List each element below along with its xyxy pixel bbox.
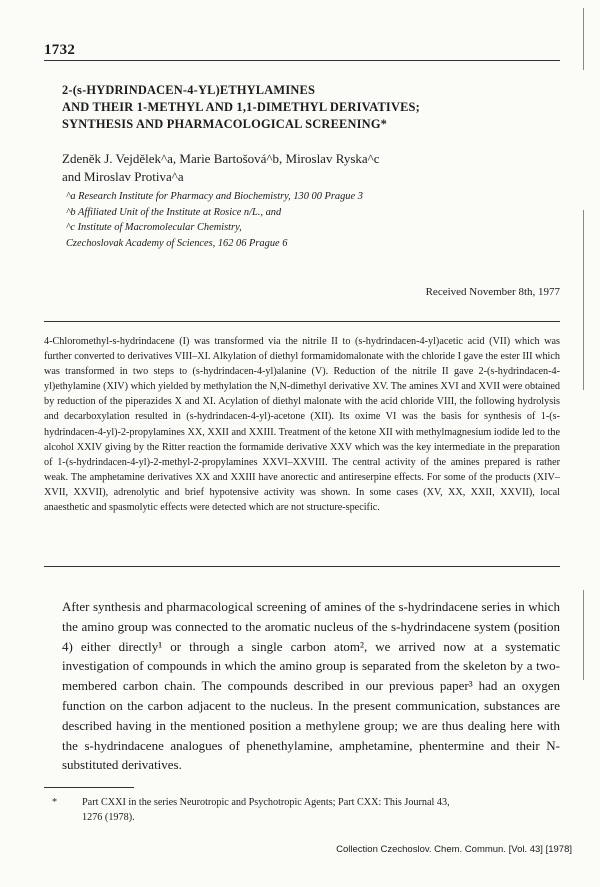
affiliation-list bbox=[66, 189, 566, 251]
author-list bbox=[62, 150, 562, 186]
footnote bbox=[44, 795, 560, 825]
abstract-top-rule bbox=[44, 321, 560, 322]
abstract-text: 4-Chloromethyl-s-hydrindacene (I) was transformed via the nitrile II to (s-hydrindacen-4-yl)acetic acid (VII) which was further converted to derivatives VIII–XI. Alkylation of diethyl formamidomalonate with the chloride I gave the ester III which was transformed in two steps to (s-hydrindacen-4-yl)alanine (V). Reduction of the nitrile II gave 2-(s-hydrindacen-4-yl)ethylamine (XIV) which yielded by methylation the N,N-dimethyl derivative XV. The amines XVI and XVII were obtained by reduction of the piperazides X and XI. Acylation of diethyl malonate with the acid chloride VIII, the following hydrolysis and decarboxylation resulted in (s-hydrindacen-4-yl)-acetone (XII). Its oxime VI was the basis for synthesis of 1-(s-hydrindacen-4-yl)-2-propylamines XX, XXII and XXIII. Treatment of the ketone XII with methylmagnesium iodide led to the alcohol XXIV giving by the Ritter reaction the formamide derivative XXV which was the key intermediate in the preparation of 1-(s-hydrindacen-4-yl)-2-methyl-2-propylamines XXVI–XXVIII. The central activity of the amines prepared is rather weak. The amphetamine derivatives XX and XXIII have anorectic and antireserpine effects. For some of the products (XIV–XVII, XXVII), adrenolytic and brief hypotensive activity was shown. In some cases (XV, XX, XXII, XXVII), local anaesthetic and spasmolytic effects were detected which are not structure-specific. bbox=[44, 336, 560, 514]
body-paragraph: After synthesis and pharmacological screening of amines of the s-hydrindacene series in which the amino group was connected to the aromatic nucleus of the s-hydrindacene system (position 4) either directly¹ or through a single carbon atom², we arrived now at a systematic investigation of compounds in which the amino group is separated from the skeleton by a two-membered carbon chain. The compounds described in our previous paper³ had an oxygen function on the carbon adjacent to the nucleus. In the present communication, substances are described having in the mentioned position a methylene group; we are thus dealing here with the s-hydrindacene analogues of phenethylamine, amphetamine, phentermine and their N-substituted derivatives. bbox=[62, 599, 560, 773]
author-line: Zdeněk J. Vejdělek^a, Marie Bartošová^b, Miroslav Ryska^c bbox=[62, 151, 380, 166]
footnote-marker: * bbox=[52, 797, 58, 808]
journal-footer: Collection Czechoslov. Chem. Commun. [Vol. 43] [1978] bbox=[336, 844, 572, 855]
header-rule bbox=[44, 60, 560, 61]
scan-edge-line bbox=[583, 8, 584, 70]
scan-edge-line bbox=[583, 210, 584, 390]
title-line: 2-(s-HYDRINDACEN-4-YL)ETHYLAMINES bbox=[62, 83, 316, 97]
footnote-text: 1276 (1978). bbox=[82, 812, 135, 823]
affiliation-line: ^b Affiliated Unit of the Institute at Rosice n/L., and bbox=[66, 206, 282, 218]
received-date: Received November 8th, 1977 bbox=[425, 286, 560, 298]
footnote-rule bbox=[44, 787, 134, 788]
affiliation-line: ^c Institute of Macromolecular Chemistry, bbox=[66, 222, 242, 233]
footnote-text: Part CXXI in the series Neurotropic and Psychotropic Agents; Part CXX: This Journal 43, bbox=[82, 797, 450, 808]
affiliation-line: ^a Research Institute for Pharmacy and Biochemistry, 130 00 Prague 3 bbox=[66, 191, 363, 202]
article-title bbox=[62, 82, 562, 133]
author-line: and Miroslav Protiva^a bbox=[62, 169, 184, 184]
affiliation-line: Czechoslovak Academy of Sciences, 162 06 Prague 6 bbox=[66, 237, 288, 249]
title-line: SYNTHESIS AND PHARMACOLOGICAL SCREENING* bbox=[62, 117, 388, 131]
scan-edge-line bbox=[583, 590, 584, 680]
page-number: 1732 bbox=[44, 42, 76, 58]
abstract-bottom-rule bbox=[44, 566, 560, 567]
title-line: AND THEIR 1-METHYL AND 1,1-DIMETHYL DERIVATIVES; bbox=[62, 100, 420, 114]
